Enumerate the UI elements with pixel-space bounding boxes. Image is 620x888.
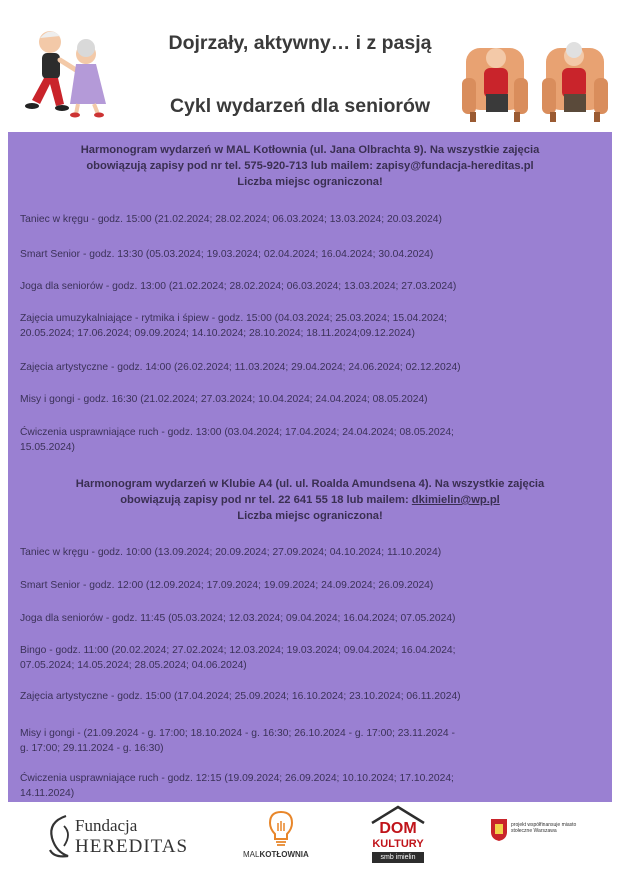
bulb-icon: [266, 809, 296, 849]
section2-heading: [20, 476, 600, 524]
schedule-item: Bingo - godz. 11:00 (20.02.2024; 27.02.2024; 12.03.2024; 19.03.2024; 09.04.2024; 16.04.2024; 07.05.2024; 14.05.2024; 28.05.2024; 04.06.2024): [20, 645, 456, 671]
section1-heading: [20, 142, 600, 190]
schedule-item: Ćwiczenia usprawniające ruch - godz. 12:15 (19.09.2024; 26.09.2024; 10.10.2024; 17.10.2024; 14.11.2024): [20, 773, 454, 799]
hereditas-name-line2: HEREDITAS: [75, 836, 189, 857]
schedule-item: Zajęcia artystyczne - godz. 15:00 (17.04.2024; 25.09.2024; 16.10.2024; 23.10.2024; 06.11.2024): [20, 691, 461, 702]
schedule-item: Smart Senior - godz. 12:00 (12.09.2024; 17.09.2024; 19.09.2024; 24.09.2024; 26.09.2024): [20, 580, 434, 591]
schedule-item: Ćwiczenia usprawniające ruch - godz. 13:00 (03.04.2024; 17.04.2024; 24.04.2024; 08.05.2024; 15.05.2024): [20, 427, 454, 453]
mal-kotlownia-logo-text: MALKOTŁOWNIA: [243, 850, 309, 859]
warsaw-cofinancing-note: projekt współfinansuje miasto stołeczne Warszawa: [511, 822, 577, 834]
seniors-in-armchairs-illustration: [462, 28, 610, 128]
section1-heading-line1: Harmonogram wydarzeń w MAL Kotłownia (ul. Jana Olbrachta 9). Na wszystkie zajęcia: [80, 144, 540, 156]
section2-heading-line1: Harmonogram wydarzeń w Klubie A4 (ul. ul. Roalda Amundsena 4). Na wszystkie zajęcia: [75, 478, 545, 490]
section1-heading-line2: obowiązują zapisy pod nr tel. 575-920-713 lub mailem: zapisy@fundacja-hereditas.pl: [86, 160, 534, 172]
section1-heading-line3: Liczba miejsc ograniczona!: [237, 176, 383, 188]
section2-heading-line2: obowiązują zapisy pod nr tel. 22 641 55 18 lub mailem: dkimielin@wp.pl: [120, 494, 500, 506]
dancing-seniors-illustration: [18, 20, 118, 120]
dom-kultury-line2: KULTURY: [372, 838, 424, 850]
schedule-item: Misy i gongi - (21.09.2024 - g. 17:00; 18.10.2024 - g. 16:30; 26.10.2024 - g. 17:00; 23.11.2024 - g. 17:00; 29.11.2024 - g. 16:30): [20, 728, 455, 754]
schedule-item: Misy i gongi - godz. 16:30 (21.02.2024; 27.03.2024; 10.04.2024; 24.04.2024; 08.05.2024): [20, 394, 428, 405]
schedule-item: Taniec w kręgu - godz. 10:00 (13.09.2024; 20.09.2024; 27.09.2024; 04.10.2024; 11.10.2024): [20, 547, 442, 558]
schedule-item: Taniec w kręgu - godz. 15:00 (21.02.2024; 28.02.2024; 06.03.2024; 13.03.2024; 20.03.2024): [20, 214, 442, 225]
schedule-item: Zajęcia artystyczne - godz. 14:00 (26.02.2024; 11.03.2024; 29.04.2024; 24.06.2024; 02.12.2024): [20, 362, 461, 373]
schedule-item: Smart Senior - godz. 13:30 (05.03.2024; 19.03.2024; 02.04.2024; 16.04.2024; 30.04.2024): [20, 249, 434, 260]
warsaw-crest-icon: [490, 818, 508, 842]
schedule-item: Zajęcia umuzykalniające - rytmika i śpiew - godz. 15:00 (04.03.2024; 25.03.2024; 15.04.2024; 20.05.2024; 17.06.2024; 09.09.2024; 14.10.2024; 28.10.2024; 18.11.2024;09.12.2024): [20, 313, 448, 339]
dom-kultury-line1: DOM: [379, 820, 417, 837]
hereditas-name-line1: Fundacja: [75, 816, 138, 835]
page-title: Dojrzały, aktywny… i z pasją: [168, 32, 432, 54]
schedule-item: Joga dla seniorów - godz. 11:45 (05.03.2024; 12.03.2024; 09.04.2024; 16.04.2024; 07.05.2024): [20, 613, 456, 624]
email-link[interactable]: dkimielin@wp.pl: [411, 494, 500, 506]
section2-heading-line3: Liczba miejsc ograniczona!: [237, 510, 383, 522]
schedule-item: Joga dla seniorów - godz. 13:00 (21.02.2024; 28.02.2024; 06.03.2024; 13.03.2024; 27.03.2024): [20, 281, 457, 292]
page-subtitle: Cykl wydarzeń dla seniorów: [169, 95, 431, 117]
dom-kultury-badge: smb imielin: [372, 852, 424, 863]
